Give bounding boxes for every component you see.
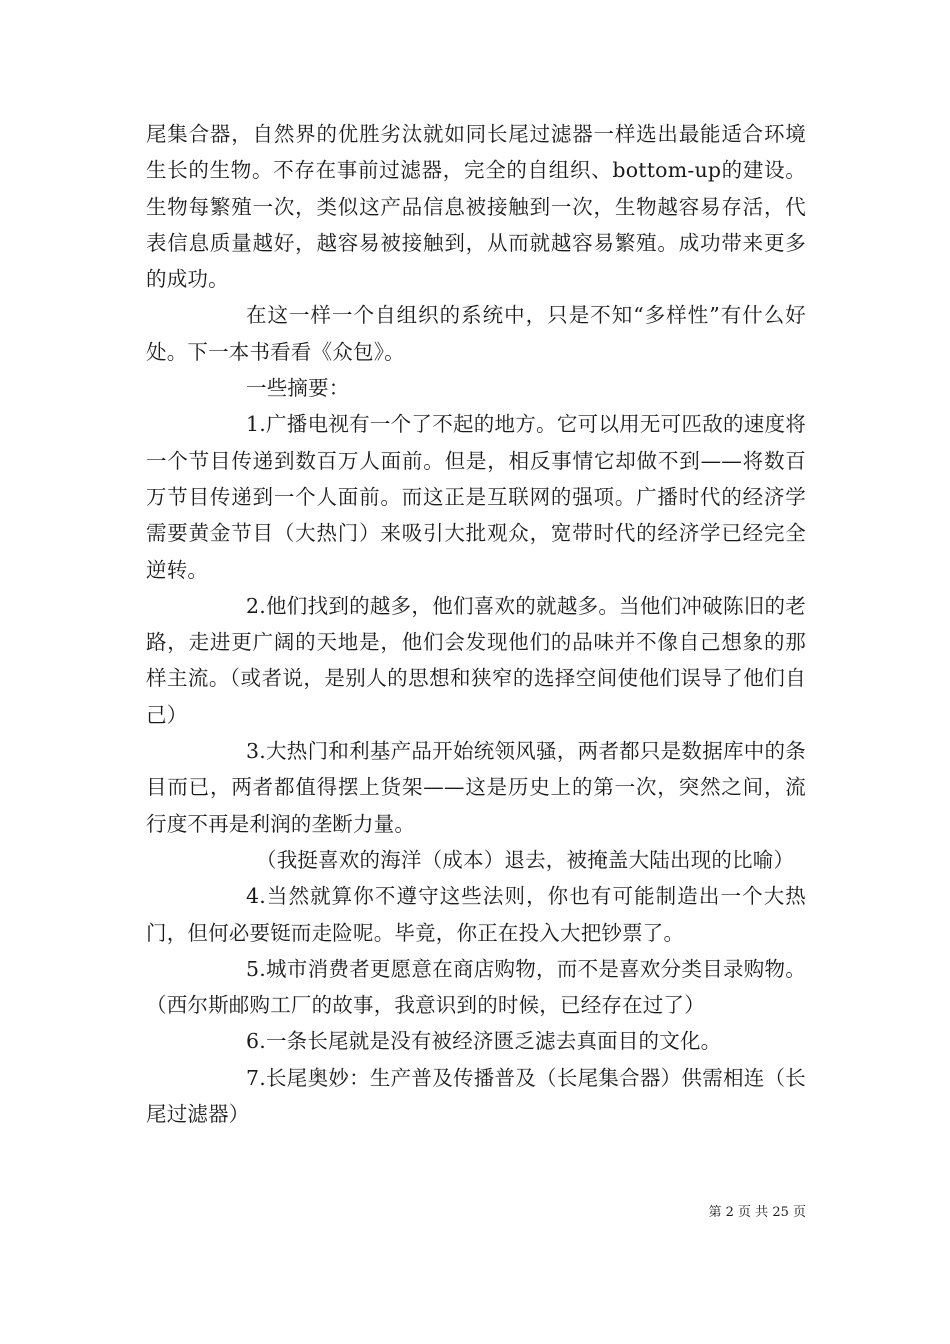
paragraph-diversity: 在这一样一个自组织的系统中，只是不知“多样性”有什么好处。下一本书看看《众包》。 [146,303,806,364]
summary-item-3: 3.大热门和利基产品开始统领风骚，两者都只是数据库中的条目而已，两者都值得摆上货架——这是历史上的第一次，突然之间，流行度不再是利润的垄断力量。 [146,739,806,836]
summary-item-5: 5.城市消费者更愿意在商店购物，而不是喜欢分类目录购物。（西尔斯邮购工厂的故事，我意识到的时候，已经存在过了） [146,956,806,1018]
summary-item-2: 2.他们找到的越多，他们喜欢的就越多。当他们冲破陈旧的老路，走进更广阔的天地是，他们会发现他们的品味并不像自己想象的那样主流。（或者说，是别人的思想和狭窄的选择空间使他们误导了他们自己） [146,593,806,727]
summary-item-1: 1.广播电视有一个了不起的地方。它可以用无可匹敌的速度将一个节目传递到数百万人面前。但是，相反事情它却做不到——将数百万节目传递到一个人面前。而这正是互联网的强项。广播时代的经济学需要黄金节目（大热门）来吸引大批观众，宽带时代的经济学已经完全逆转。 [146,412,806,582]
page-number-footer: 第 2 页 共 25 页 [708,1205,806,1220]
paragraph-continuation: 尾集合器，自然界的优胜劣汰就如同长尾过滤器一样选出最能适合环境生长的生物。不存在事前过滤器，完全的自组织、bottom-up的建设。生物每繁殖一次，类似这产品信息被接触到一次，生物越容易存活，代表信息质量越好，越容易被接触到，从而就越容易繁殖。成功带来更多的成功。 [146,122,806,292]
paragraph-summary-heading: 一些摘要： [246,376,350,401]
summary-item-3-note: （我挺喜欢的海洋（成本）退去，被掩盖大陆出现的比喻） [256,847,795,872]
summary-item-4: 4.当然就算你不遵守这些法则，你也有可能制造出一个大热门，但何必要铤而走险呢。毕竟，你正在投入大把钞票了。 [146,884,806,945]
summary-item-6: 6.一条长尾就是没有被经济匮乏滤去真面目的文化。 [246,1029,722,1054]
document-body [146,116,806,1132]
summary-item-7: 7.长尾奥妙：生产普及传播普及（长尾集合器）供需相连（长尾过滤器） [146,1065,806,1127]
